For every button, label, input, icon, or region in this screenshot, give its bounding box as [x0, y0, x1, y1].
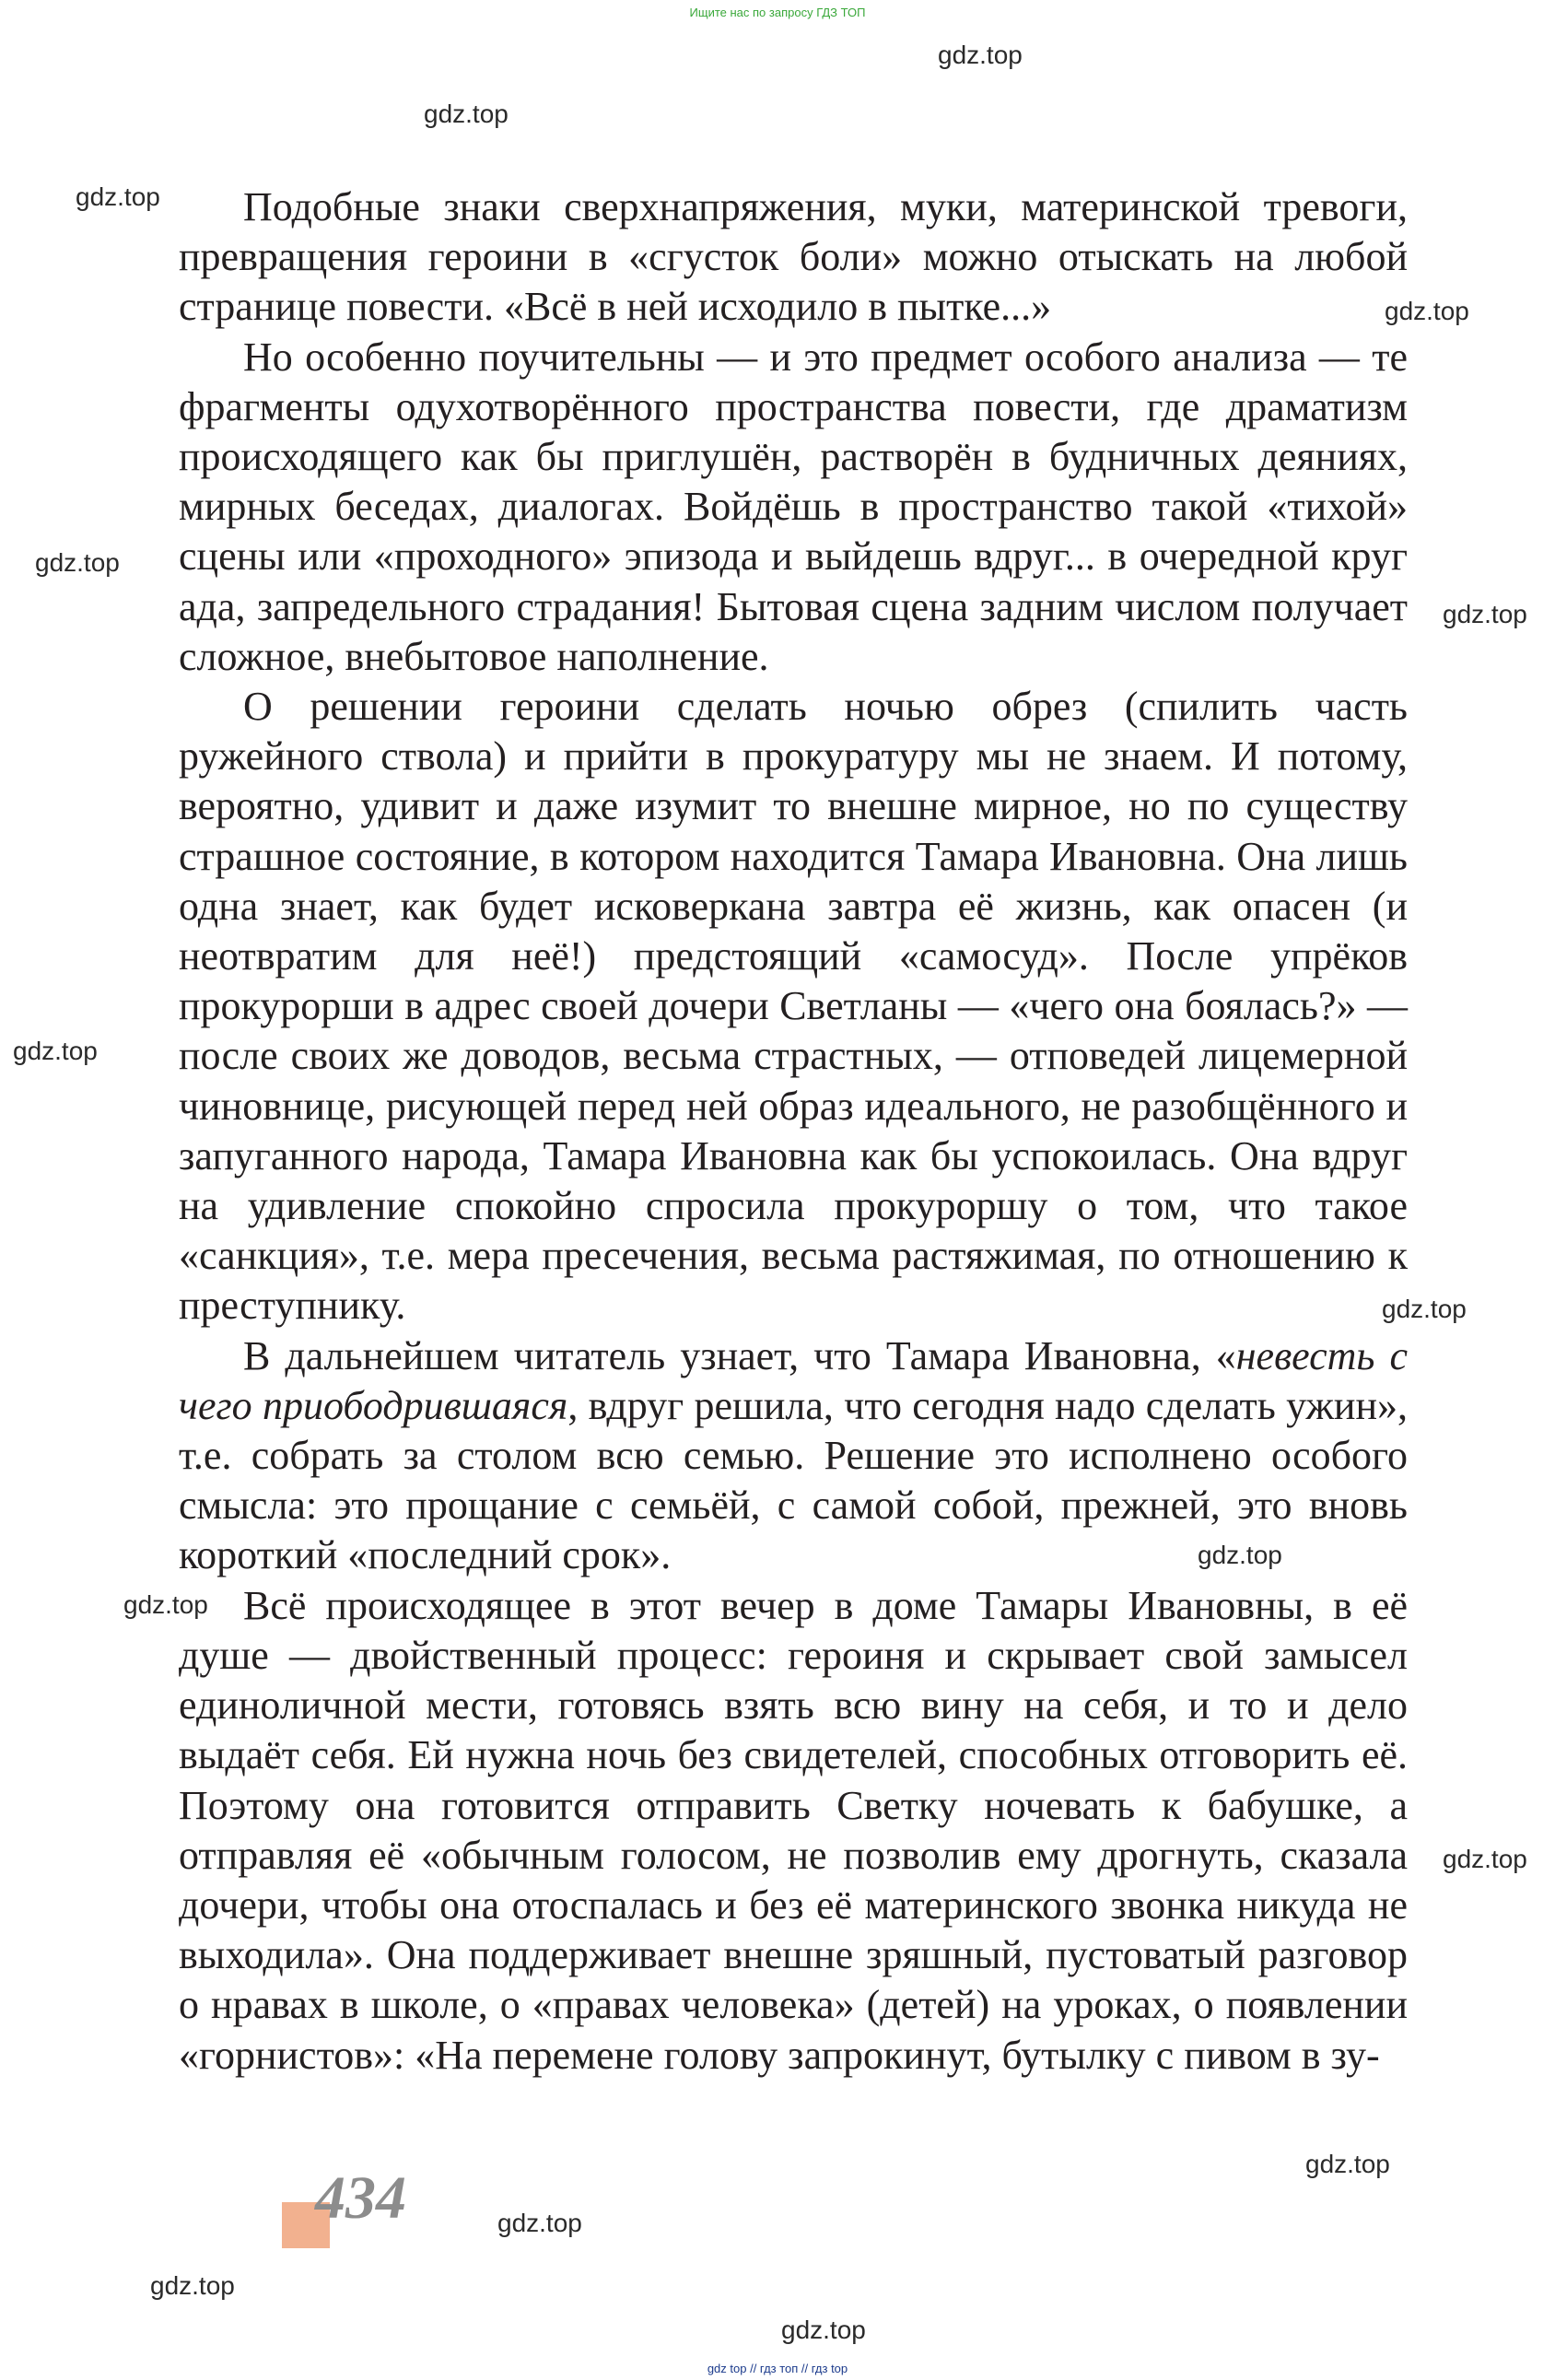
page-number: 434	[315, 2164, 406, 2232]
watermark: gdz.top	[76, 182, 160, 211]
paragraph-4-start: В дальнейшем читатель узнает, что Тамара Ивановна, «	[243, 1332, 1236, 1378]
watermark: gdz.top	[1305, 2150, 1390, 2178]
watermark: gdz.top	[1443, 1845, 1527, 1873]
watermark: gdz.top	[1443, 600, 1527, 628]
watermark: gdz.top	[781, 2316, 866, 2344]
article-body	[179, 182, 1408, 2081]
paragraph-2: Но особенно поучительны — и это предмет особого анализа — те фрагменты одухотворённого пространства повести, где драматизм происходящего как бы приглушён, растворён в будничных деяниях, мирных беседах, диалогах. Войдёшь в пространство такой «тихой» сцены или «проходного» эпизода и выйдешь вдруг... в очередной круг ада, запредельного страдания! Бытовая сцена задним числом получает сложное, внебытовое наполнение.	[179, 334, 1408, 679]
paragraph-3: О решении героини сделать ночью обрез (спилить часть ружейного ствола) и прийти в прокуратуру мы не знаем. И потому, вероятно, удивит и даже изумит то внешне мирное, но по существу страшное состояние, в котором находится Тамара Ивановна. Она лишь одна знает, как будет исковеркана завтра её жизнь, как опасен (и неотвратим для неё!) предстоящий «самосуд». После упрёков прокурорши в адрес своей дочери Светланы — «чего она боялась?» — после своих же доводов, весьма страстных, — отповедей лицемерной чиновнице, рисующей перед ней образ идеального, не разобщённого и запуганного народа, Тамара Ивановна как бы успокоилась. Она вдруг на удивление спокойно спросила прокуроршу о том, что такое «санкция», т.е. мера пресечения, весьма растяжимая, по отношению к преступнику.	[179, 684, 1408, 1329]
search-hint: Ищите нас по запросу ГДЗ ТОП	[689, 6, 866, 19]
watermark: gdz.top	[497, 2209, 582, 2237]
footer-note: gdz top // гдз топ // гдз top	[707, 2362, 848, 2375]
watermark: gdz.top	[1382, 1295, 1467, 1323]
paragraph-4-end: , вдруг решила, что сегодня надо сделать ужин», т.е. собрать за столом всю семью. Решение это исполнено особого смысла: это прощание с семьёй, с самой собой, прежней, это вновь короткий «последний срок».	[179, 1382, 1408, 1578]
watermark: gdz.top	[938, 41, 1023, 69]
watermark: gdz.top	[1198, 1541, 1282, 1569]
watermark: gdz.top	[1385, 297, 1469, 325]
paragraph-1: Подобные знаки сверхнапряжения, муки, материнской тревоги, превращения героини в «сгусток боли» можно отыскать на любой странице повести. «Всё в ней исходило в пытке...»	[179, 184, 1408, 330]
paragraph-4-italic-quote: невесть с чего приободрившаяся	[179, 1332, 1408, 1428]
watermark: gdz.top	[123, 1590, 208, 1619]
watermark: gdz.top	[35, 548, 120, 577]
watermark: gdz.top	[150, 2271, 235, 2300]
paragraph-5: Всё происходящее в этот вечер в доме Тамары Ивановны, в её душе — двойственный процесс: героиня и скрывает свой замысел единоличной мести, готовясь взять всю вину на себя, и то и дело выдаёт себя. Ей нужна ночь без свидетелей, способных отговорить её. Поэтому она готовится отправить Светку ночевать к бабушке, а отправляя её «обычным голосом, не позволив ему дрогнуть, сказала дочери, чтобы она отоспалась и без её материнского звонка никуда не выходила». Она поддерживает внешне зряшный, пустоватый разговор о нравах в школе, о «правах человека» (детей) на уроках, о появлении «горнистов»: «На перемене голову запрокинут, бутылку с пивом в зу-	[179, 1582, 1408, 2078]
watermark: gdz.top	[424, 100, 509, 128]
watermark: gdz.top	[13, 1037, 98, 1065]
